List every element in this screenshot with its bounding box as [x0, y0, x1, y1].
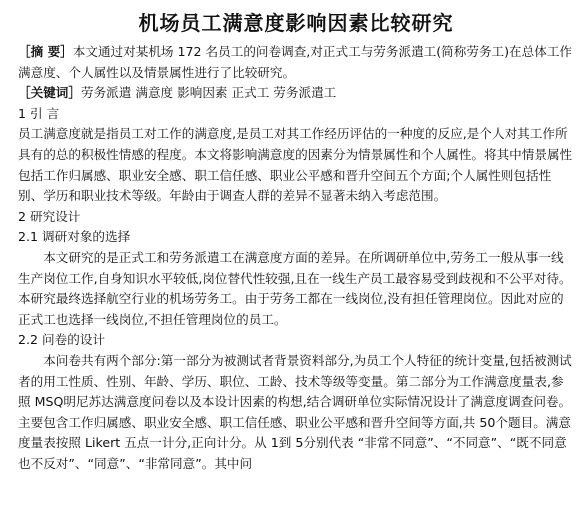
keywords-text: 劳务派遣 满意度 影响因素 正式工 劳务派遣工: [80, 85, 337, 101]
section-2-2-paragraph: 本问卷共有两个部分:第一部分为被测试者背景资料部分,为员工个人特征的统计变量,包括被测试者的用工性质、性别、年龄、学历、职位、工龄、技术等级等变量。第二部分为工作满意度量表,参照 MSQ明尼苏达满意度问卷以及本设计因素的构想,结合调研单位实际情况设计了满意度调查问卷。主要包含工作归属感、职业安全感、职工信任感、职业公平感和晋升空间等方面,共 50个题目。满意度量表按照 Likert 五点一计分,正向计分。从 1到 5分别代表 “非常不同意”、“不同意”、“既不同意也不反对”、“同意”、“非常同意”。其中问: [18, 352, 572, 471]
abstract-text: 本文通过对某机场 172 名员工的问卷调查,对正式工与劳务派遣工(简称劳务工)在总体工作满意度、个人属性以及情景属性进行了比较研究。: [18, 44, 573, 80]
keywords-label: ［关键词］: [18, 85, 81, 101]
paper-title: 机场员工满意度影响因素比较研究: [138, 11, 454, 35]
abstract-label: ［摘 要］: [18, 44, 73, 59]
section-2-1-paragraph: 本文研究的是正式工和劳务派遣工在满意度方面的差异。在所调研单位中,劳务工一般从事一线生产岗位工作,自身知识水平较低,岗位替代性较强,且在一线生产员工最容易受到歧视和不公平对待。本研究最终选择航空行业的机场劳务工。由于劳务工都在一线岗位,没有担任管理岗位。因此对应的正式工也选择一线岗位,不担任管理岗位的员工。: [18, 249, 572, 327]
section-2-2-heading: 2.2 问卷的设计: [18, 332, 106, 348]
section-1-paragraph: 员工满意度就是指员工对工作的满意度,是员工对其工作经历评估的一种度的反应,是个人对其工作所具有的总的积极性情感的程度。本文将影响满意度的因素分为情景属性和个人属性。将其中情景属性包括工作归属感、职业安全感、职工信任感、职业公平感和晋升空间五个方面;个人属性则包括性别、学历和职业技术等级。年龄由于调查人群的差异不显著未纳入考虑范围。: [18, 126, 573, 204]
section-2-1-heading: 2.1 调研对象的选择: [18, 229, 131, 245]
section-2-heading: 2 研究设计: [18, 208, 81, 224]
keywords: [18, 83, 574, 104]
section-1-heading: 1 引 言: [18, 105, 60, 121]
abstract: [18, 42, 574, 83]
